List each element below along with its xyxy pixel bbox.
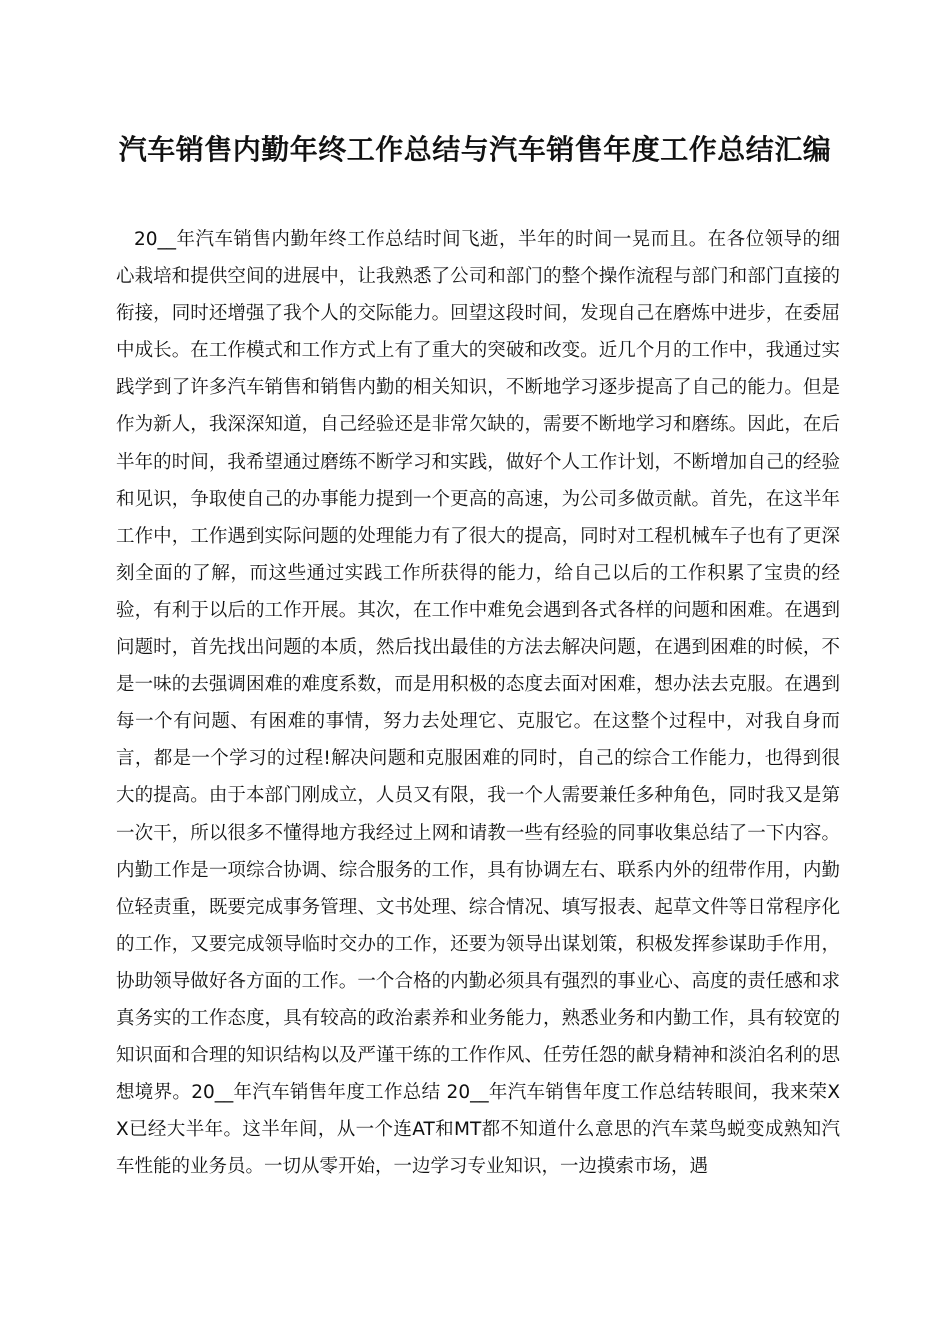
document-title: 汽车销售内勤年终工作总结与汽车销售年度工作总结汇编 (118, 133, 832, 166)
body-paragraph: 20__年汽车销售内勤年终工作总结时间飞逝，半年的时间一晃而且。在各位领导的细心栽培和提供空间的进展中，让我熟悉了公司和部门的整个操作流程与部门和部门直接的衔接，同时还增强了我个人的交际能力。回望这段时间，发现自己在磨炼中进步，在委屈中成长。在工作模式和工作方式上有了重大的突破和改变。近几个月的工作中，我通过实践学到了许多汽车销售和销售内勤的相关知识，不断地学习逐步提高了自己的能力。但是作为新人，我深深知道，自己经验还是非常欠缺的，需要不断地学习和磨练。因此，在后半年的时间，我希望通过磨练不断学习和实践，做好个人工作计划，不断增加自己的经验和见识，争取使自己的办事能力提到一个更高的高速，为公司多做贡献。首先，在这半年工作中，工作遇到实际问题的处理能力有了很大的提高，同时对工程机械车子也有了更深刻全面的了解，而这些通过实践工作所获得的能力，给自己以后的工作积累了宝贵的经验，有利于以后的工作开展。其次，在工作中难免会遇到各式各样的问题和困难。在遇到问题时，首先找出问题的本质，然后找出最佳的方法去解决问题，在遇到困难的时候，不是一味的去强调困难的难度系数，而是用积极的态度去面对困难，想办法去克服。在遇到每一个有问题、有困难的事情，努力去处理它、克服它。在这整个过程中，对我自身而言，都是一个学习的过程!解决问题和克服困难的同时，自己的综合工作能力，也得到很大的提高。由于本部门刚成立，人员又有限，我一个人需要兼任多种角色，同时我又是第一次干，所以很多不懂得地方我经过上网和请教一些有经验的同事收集总结了一下内容。内勤工作是一项综合协调、综合服务的工作，具有协调左右、联系内外的纽带作用，内勤位轻责重，既要完成事务管理、文书处理、综合情况、填写报表、起草文件等日常程序化的工作，又要完成领导临时交办的工作，还要为领导出谋划策，积极发挥参谋助手作用，协助领导做好各方面的工作。一个合格的内勤必须具有强烈的事业心、高度的责任感和求真务实的工作态度，具有较高的政治素养和业务能力，熟悉业务和内勤工作，具有较宽的知识面和合理的知识结构以及严谨干练的工作作风、任劳任怨的献身精神和淡泊名利的思想境界。20__年汽车销售年度工作总结 20__年汽车销售年度工作总结转眼间，我来荣XX已经大半年。这半年间，从一个连AT和MT都不知道什么意思的汽车菜鸟蜕变成熟知汽车性能的业务员。一切从零开始，一边学习专业知识，一边摸索市场，遇 (116, 229, 840, 1178)
